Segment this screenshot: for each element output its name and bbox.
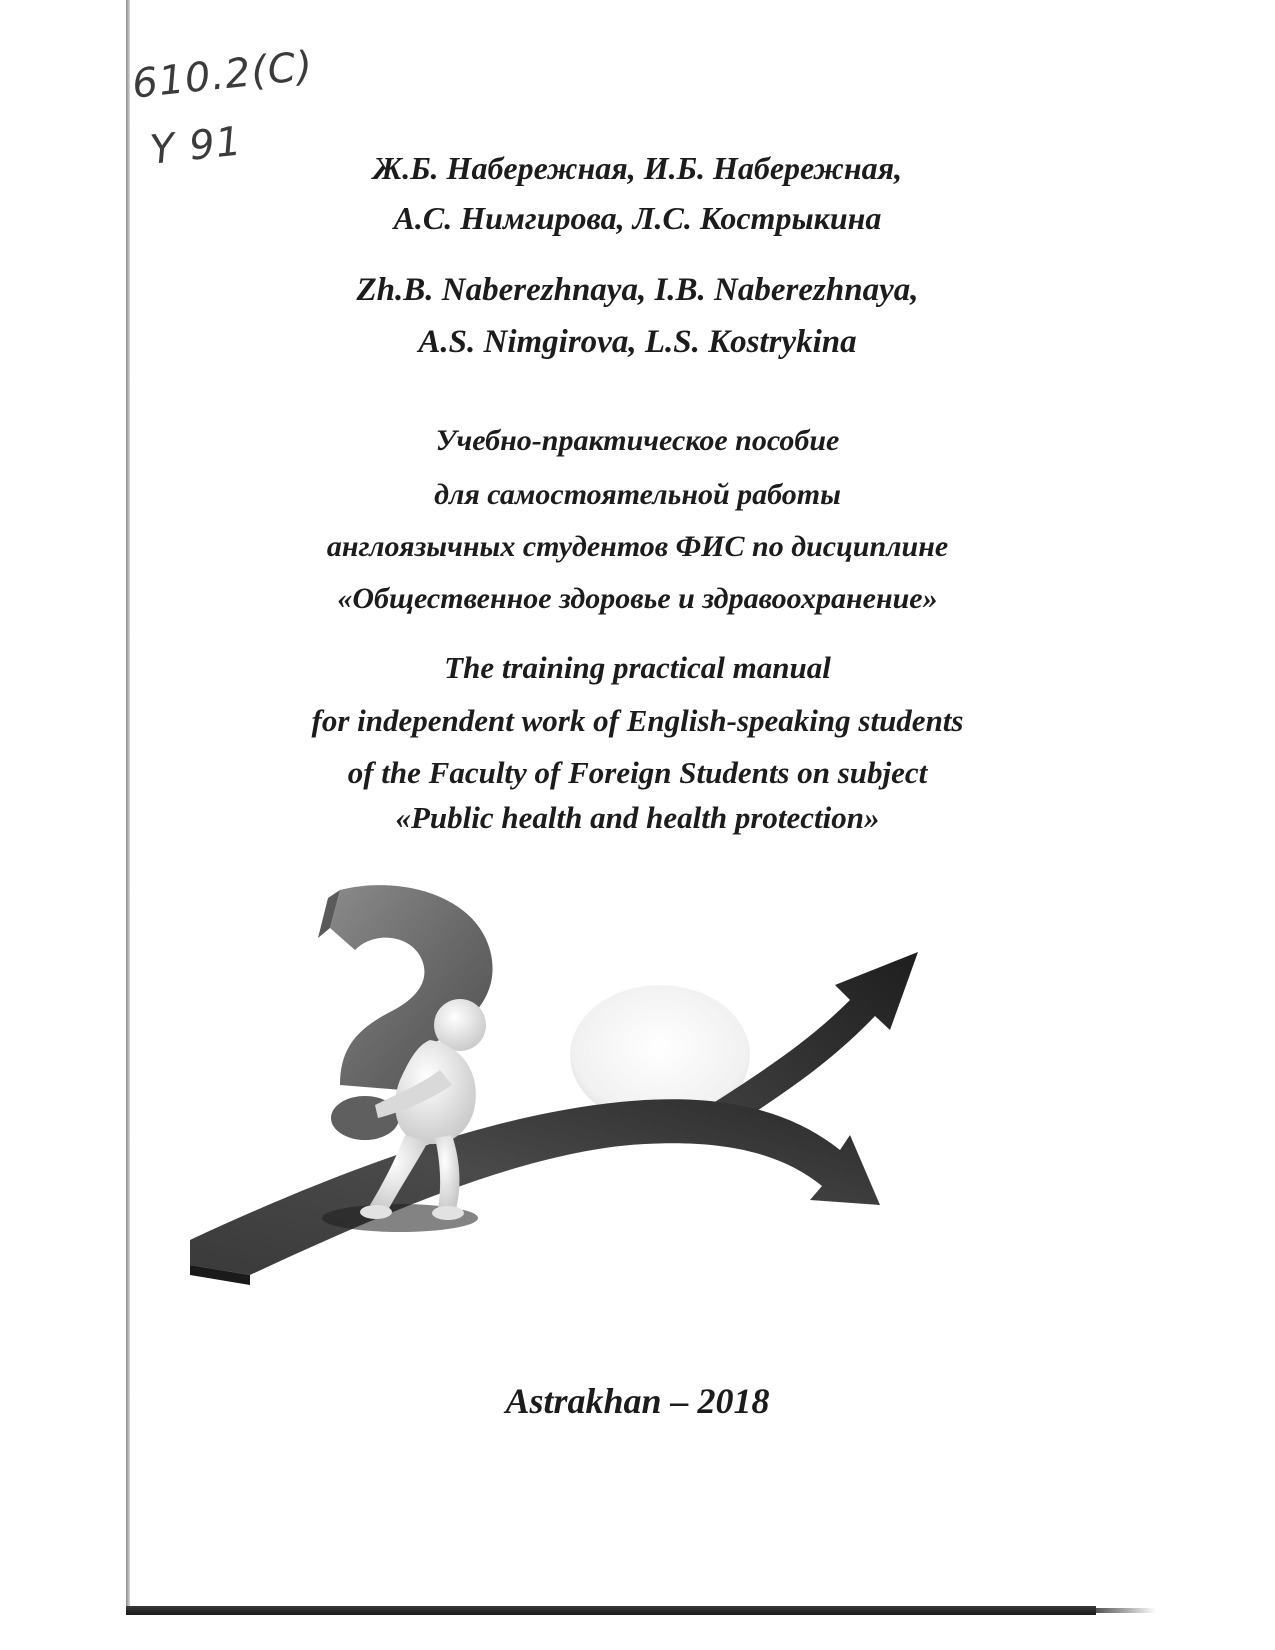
question-mark-figure-arrows-icon [190, 880, 950, 1290]
title-ru-line-2: для самостоятельной работы [434, 478, 841, 511]
title-ru-line-4: «Общественное здоровье и здравоохранение» [337, 582, 938, 615]
title-en-line-1: The training practical manual [444, 650, 831, 685]
title-en-line-4: «Public health and health protection» [395, 800, 880, 835]
lower-path-arrow-shape [190, 1099, 880, 1275]
authors-en-line-2: A.S. Nimgirova, L.S. Kostrykina [418, 324, 857, 360]
scan-edge-bottom [126, 1606, 1096, 1615]
handwritten-shelf-code: 610.2(С) [130, 43, 316, 108]
handwritten-author-mark: Y 91 [148, 118, 245, 174]
title-ru-line-1: Учебно-практическое пособие [435, 424, 840, 457]
authors-en-line-1: Zh.B. Naberezhnaya, I.B. Naberezhnaya, [356, 272, 919, 308]
title-en-line-3: of the Faculty of Foreign Students on subject [347, 755, 928, 790]
scan-edge-bottom-fade [1096, 1608, 1156, 1613]
title-en-line-2: for independent work of English-speaking students [311, 703, 964, 738]
authors-ru-line-2: А.С. Нимгирова, Л.С. Кострыкина [393, 200, 882, 236]
city-year: Astrakhan – 2018 [505, 1381, 770, 1421]
authors-ru-line-1: Ж.Б. Набережная, И.Б. Набережная, [372, 150, 903, 186]
title-ru-line-3: англоязычных студентов ФИС по дисциплине [326, 530, 949, 563]
